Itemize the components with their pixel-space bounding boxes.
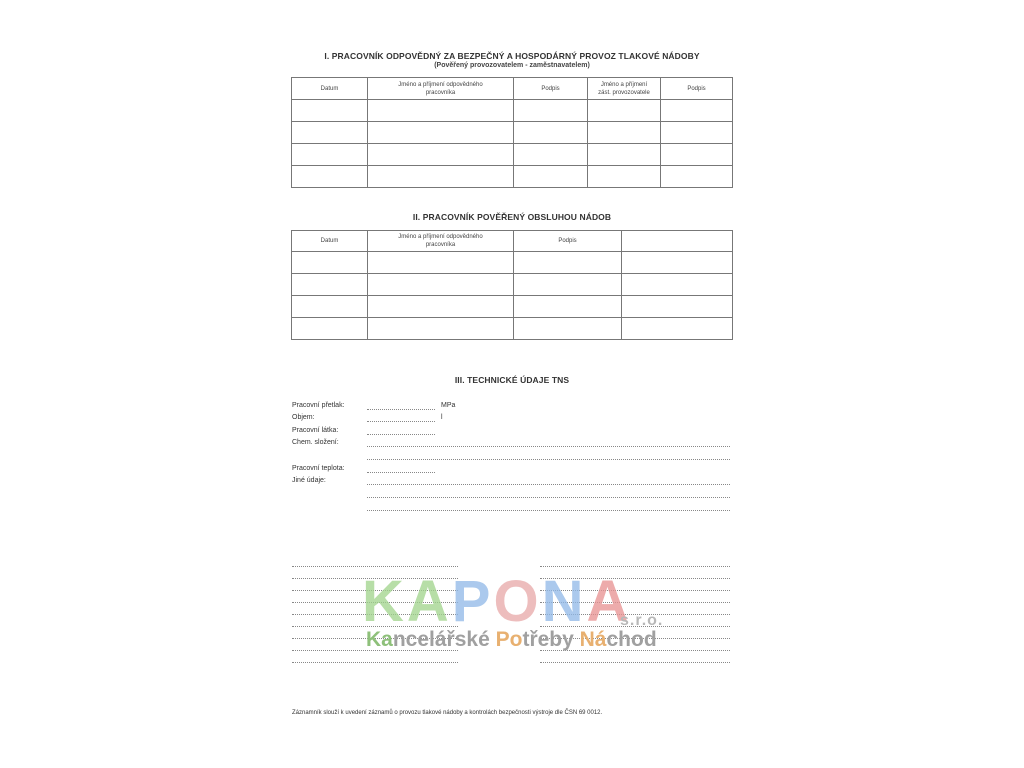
logo-letter: A	[406, 569, 452, 634]
header-datum: Datum	[292, 231, 368, 252]
table-row	[292, 274, 733, 296]
temperature-field[interactable]	[367, 472, 435, 473]
pressure-field[interactable]	[367, 409, 435, 410]
section1-title: I. PRACOVNÍK ODPOVĚDNÝ ZA BEZPEČNÝ A HOSPODÁRNÝ PROVOZ TLAKOVÉ NÁDOBY	[324, 51, 700, 61]
table-row	[292, 100, 733, 122]
header-datum: Datum	[292, 78, 368, 100]
table-row	[292, 252, 733, 274]
header-signature: Podpis	[514, 78, 588, 100]
logo-letter: K	[362, 569, 407, 634]
volume-field[interactable]	[367, 421, 435, 422]
header-responsible-name: Jméno a příjmení odpovědného pracovníka	[368, 231, 514, 252]
section3-title: III. TECHNICKÉ ÚDAJE TNS	[454, 375, 570, 385]
table-row	[292, 296, 733, 318]
left-line-9[interactable]	[292, 662, 458, 663]
pressure-label: Pracovní přetlak:	[292, 402, 345, 409]
other-label: Jiné údaje:	[292, 477, 326, 484]
footer-note: Záznamník slouží k uvedení záznamů o provozu tlakové nádoby a kontrolách bezpečnosti výstroje dle ČSN 69 0012.	[292, 710, 603, 716]
volume-label: Objem:	[292, 414, 315, 421]
logo-letter: P	[451, 569, 494, 634]
composition-field-2[interactable]	[367, 459, 730, 460]
other-field-3[interactable]	[367, 510, 730, 511]
header-responsible-name: Jméno a příjmení odpovědného pracovníka	[368, 78, 514, 100]
composition-label: Chem. složení:	[292, 439, 339, 446]
other-field-2[interactable]	[367, 497, 730, 498]
section1-subtitle: (Pověřený provozovatelem - zaměstnavatelem)	[434, 62, 590, 69]
logo-letter: N	[541, 569, 587, 634]
kapona-logo	[362, 569, 632, 634]
kapona-suffix: s.r.o.	[620, 612, 664, 629]
table-row	[292, 318, 733, 340]
header-empty	[622, 231, 733, 252]
header-signature-2: Podpis	[661, 78, 733, 100]
section2-title: II. PRACOVNÍK POVĚŘENÝ OBSLUHOU NÁDOB	[412, 212, 612, 222]
header-signature: Podpis	[514, 231, 622, 252]
table-row	[292, 144, 733, 166]
temperature-label: Pracovní teplota:	[292, 465, 345, 472]
composition-field[interactable]	[367, 446, 730, 447]
logo-letter: A	[586, 569, 632, 634]
volume-unit: l	[441, 414, 443, 421]
logo-letter: O	[493, 569, 542, 634]
header-deputy-name: Jméno a příjmení zást. provozovatele	[588, 78, 661, 100]
medium-field[interactable]	[367, 434, 435, 435]
table-row	[292, 166, 733, 188]
right-line-9[interactable]	[540, 662, 730, 663]
other-field[interactable]	[367, 484, 730, 485]
pressure-unit: MPa	[441, 402, 456, 409]
left-line-1[interactable]	[292, 566, 458, 567]
section1-table	[291, 77, 733, 188]
section2-table	[291, 230, 733, 340]
table-row	[292, 122, 733, 144]
medium-label: Pracovní látka:	[292, 427, 339, 434]
kapona-tagline: Kancelářské Potřeby Náchod	[366, 628, 657, 651]
right-line-1[interactable]	[540, 566, 730, 567]
